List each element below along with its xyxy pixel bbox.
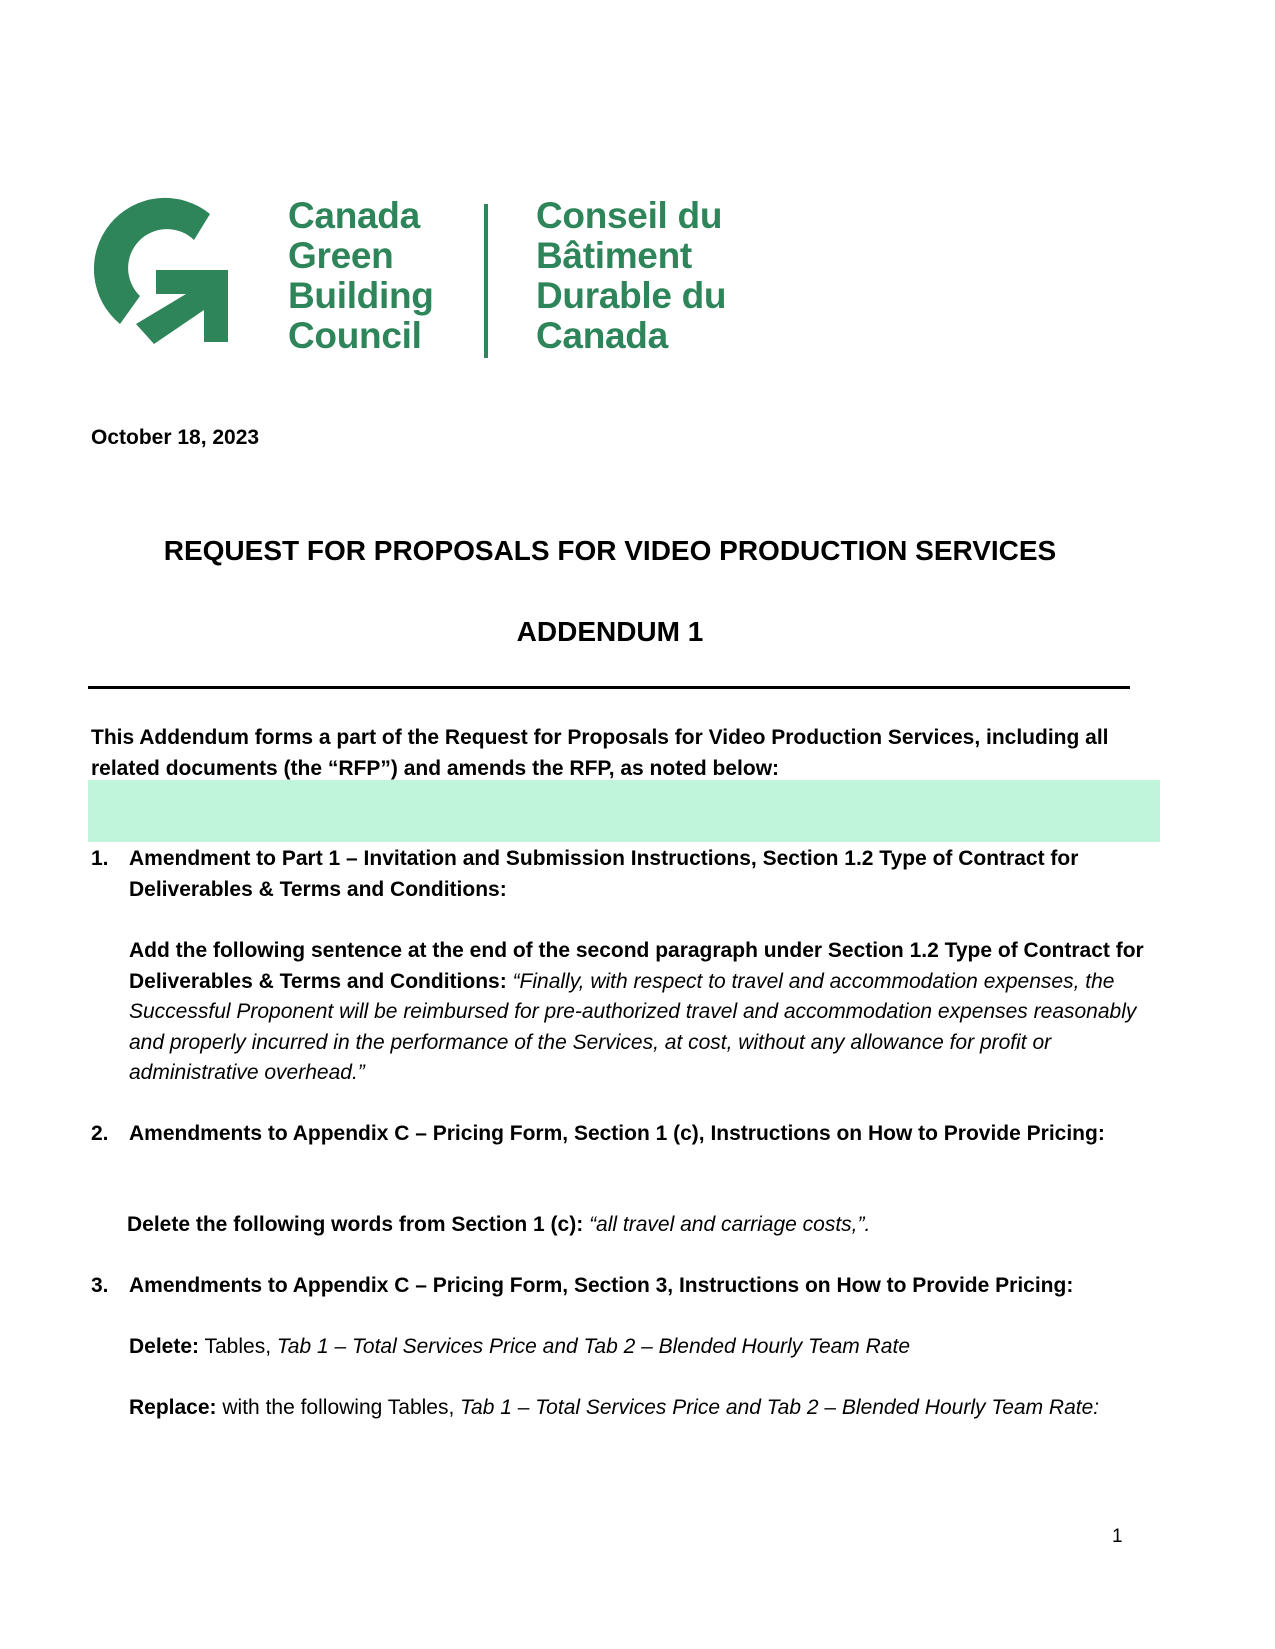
amendment-item-1-instruction <box>129 936 1159 1089</box>
amendment-item-1 <box>91 844 1151 905</box>
cagbc-logo-mark-icon <box>88 196 238 346</box>
logo-en-line: Green <box>288 235 394 276</box>
highlight-band <box>88 780 1160 842</box>
instruction-bold: Delete the following words from Section 1 (c): <box>127 1213 584 1236</box>
logo-fr-line: Conseil du <box>536 195 723 236</box>
item-number: 2. <box>91 1122 109 1145</box>
document-title: REQUEST FOR PROPOSALS FOR VIDEO PRODUCTION SERVICES <box>163 535 1057 566</box>
amendment-item-2-instruction <box>127 1210 1157 1241</box>
delete-text: Tables, <box>204 1335 272 1358</box>
logo-text-english <box>288 196 434 356</box>
amendment-item-2 <box>91 1119 1151 1150</box>
instruction-bold: Add the following sentence at the end of the second paragraph under Section 1.2 Type of Contract for Deliverables & Terms and Conditions: <box>129 939 1144 993</box>
item-number: 1. <box>91 847 109 870</box>
delete-tables: Tab 1 – Total Services Price and Tab 2 – Blended Hourly Team Rate <box>276 1335 910 1358</box>
horizontal-rule <box>88 686 1130 689</box>
document-subtitle: ADDENDUM 1 <box>516 616 704 647</box>
amendment-item-3-delete <box>129 1332 1159 1363</box>
intro-paragraph: This Addendum forms a part of the Request for Proposals for Video Production Services, including all related documents (the “RFP”) and amends the RFP, as noted below: <box>91 726 1109 780</box>
item-heading: Amendment to Part 1 – Invitation and Submission Instructions, Section 1.2 Type of Contract for Deliverables & Terms and Conditions: <box>129 847 1079 901</box>
delete-label: Delete: <box>129 1335 200 1358</box>
item-heading: Amendments to Appendix C – Pricing Form, Section 3, Instructions on How to Provide Pricing: <box>129 1274 1074 1297</box>
logo-text-french <box>536 196 726 356</box>
page-number: 1 <box>1112 1526 1123 1547</box>
replace-text: with the following Tables, <box>222 1396 455 1419</box>
logo-en-line: Council <box>288 315 422 356</box>
amendment-item-3 <box>91 1271 1151 1302</box>
replace-tables: Tab 1 – Total Services Price and Tab 2 – Blended Hourly Team Rate: <box>460 1396 1100 1419</box>
cagbc-logo <box>88 196 728 366</box>
instruction-quote: “all travel and carriage costs,”. <box>589 1213 871 1236</box>
replace-label: Replace: <box>129 1396 217 1419</box>
logo-fr-line: Durable du <box>536 275 727 316</box>
logo-fr-line: Bâtiment <box>536 235 692 276</box>
instruction-quote: “Finally, with respect to travel and accommodation expenses, the Successful Proponent will be reimbursed for pre-authorized travel and accommodation expenses reasonably and properly incurred in the performance of the Services, at cost, without any allowance for profit or administrative overhead.” <box>129 969 1137 1084</box>
item-number: 3. <box>91 1274 109 1297</box>
logo-en-line: Canada <box>288 195 420 236</box>
logo-divider <box>484 204 488 358</box>
document-date: October 18, 2023 <box>91 426 260 449</box>
amendment-item-3-replace <box>129 1393 1159 1424</box>
item-heading: Amendments to Appendix C – Pricing Form, Section 1 (c), Instructions on How to Provide Pricing: <box>129 1122 1105 1145</box>
logo-en-line: Building <box>288 275 434 316</box>
logo-fr-line: Canada <box>536 315 668 356</box>
